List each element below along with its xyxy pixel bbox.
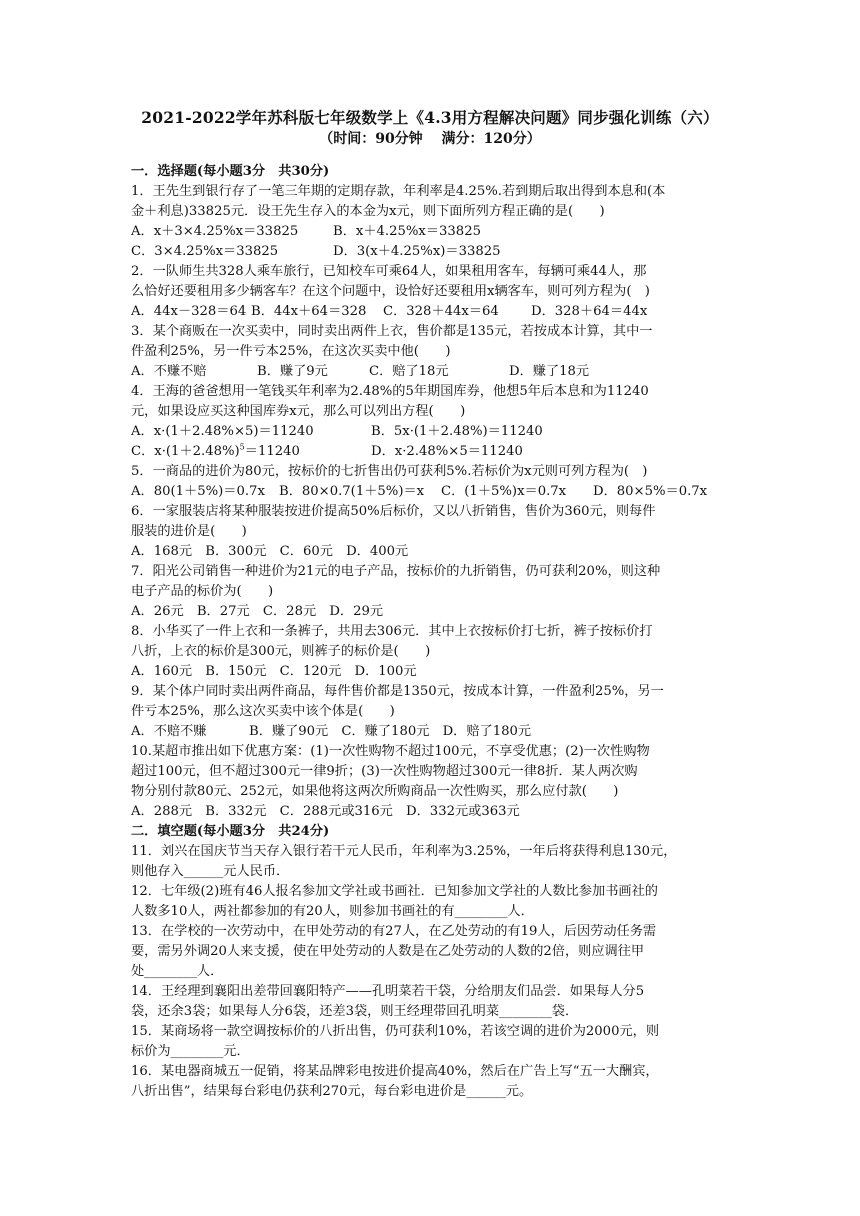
question-3-option-c: C．赔了18元: [369, 364, 449, 379]
question-10-line-1: 10.某超市推出如下优惠方案：(1)一次性购物不超过100元，不享受优惠；(2)一次性购物: [131, 744, 650, 759]
question-2-line-1: 2．一队师生共328人乘车旅行，已知校车可乘64人，如果租用客车，每辆可乘44人，那: [131, 264, 647, 279]
page-title: 2021-2022学年苏科版七年级数学上《4.3用方程解决问题》同步强化训练（六）: [141, 108, 719, 127]
question-9-line-2: 件亏本25%，那么这次买卖中该个体是( ): [131, 704, 395, 719]
section-heading-fill: 二．填空题(每小题3分 共24分): [131, 824, 330, 839]
question-3-option-d: D．赚了18元: [509, 364, 590, 379]
question-14-line-1: 14．王经理到襄阳出差带回襄阳特产——孔明菜若干袋，分给朋友们品尝．如果每人分5: [131, 984, 645, 999]
question-4-option-d: D．x·2.48%×5＝11240: [371, 444, 523, 459]
question-16-line-2: 八折出售”，结果每台彩电仍获利270元，每台彩电进价是______元。: [131, 1084, 533, 1099]
question-4-option-a: A．x·(1＋2.48%×5)＝11240: [131, 424, 314, 439]
question-4-option-b: B．5x·(1＋2.48%)＝11240: [371, 424, 543, 439]
question-4-option-c-tail: ＝11240: [244, 444, 300, 459]
question-4-line-2: 元，如果设应买这种国库券x元，那么可以列出方程( ): [131, 404, 466, 419]
question-10-line-2: 超过100元，但不超过300元一律9折；(3)一次性购物超过300元一律8折．某人两次购: [131, 764, 638, 779]
question-4-option-c-exponent: 5: [239, 442, 245, 452]
question-15-line-1: 15．某商场将一款空调按标价的八折出售，仍可获利10%，若该空调的进价为2000元，则: [131, 1024, 660, 1039]
question-1-option-d: D．3(x＋4.25%x)＝33825: [333, 244, 501, 259]
question-5-line-1: 5．一商品的进价为80元，按标价的七折售出仍可获利5%.若标价为x元则可列方程为( ): [131, 464, 648, 479]
question-5-option-a: A．80(1＋5%)＝0.7x: [131, 484, 265, 499]
question-4-line-1: 4．王海的爸爸想用一笔钱买年利率为2.48%的5年期国库券，他想5年后本息和为11240: [131, 384, 649, 399]
question-8-options: A．160元 B．150元 C．120元 D．100元: [131, 664, 417, 679]
page-subtitle: （时间：90分钟 满分：120分）: [319, 131, 541, 147]
question-5-option-c: C．(1＋5%)x＝0.7x: [441, 484, 567, 499]
question-9-option-a: A．不赔不赚: [131, 724, 207, 739]
section-heading-choice: 一．选择题(每小题3分 共30分): [131, 164, 330, 179]
question-7-line-1: 7．阳光公司销售一种进价为21元的电子产品，按标价的九折销售，仍可获利20%，则这种: [131, 564, 661, 579]
question-3-line-1: 3．某个商贩在一次买卖中，同时卖出两件上衣，售价都是135元，若按成本计算，其中一: [131, 324, 653, 339]
question-5-option-b: B．80×0.7(1＋5%)＝x: [279, 484, 425, 499]
question-9-options-rest: B．赚了90元 C．赚了180元 D．赔了180元: [249, 724, 532, 739]
question-1-option-c: C．3×4.25%x＝33825: [131, 244, 279, 259]
question-6-line-1: 6．一家服装店将某种服装按进价提高50%后标价，又以八折销售，售价为360元，则每件: [131, 504, 656, 519]
question-13-line-1: 13．在学校的一次劳动中，在甲处劳动的有27人，在乙处劳动的有19人，后因劳动任务需: [131, 924, 657, 939]
question-8-line-2: 八折，上衣的标价是300元，则裤子的标价是( ): [131, 644, 431, 659]
question-3-option-a: A．不赚不赔: [131, 364, 207, 379]
question-2-option-a: A．44x－328＝64: [131, 304, 247, 319]
question-7-options: A．26元 B．27元 C．28元 D．29元: [131, 604, 384, 619]
question-15-line-2: 标价为________元．: [131, 1044, 250, 1059]
question-2-line-2: 么恰好还要租用多少辆客车？在这个问题中，设恰好还要租用x辆客车，则可列方程为( ): [131, 284, 650, 299]
question-4-option-c-base: C．x·(1＋2.48%): [131, 444, 240, 459]
question-2-option-c: C．328＋44x＝64: [383, 304, 499, 319]
question-12-line-2: 人数多10人，两社都参加的有20人，则参加书画社的有________人．: [131, 904, 534, 919]
question-9-line-1: 9．某个体户同时卖出两件商品，每件售价都是1350元，按成本计算，一件盈利25%，另一: [131, 684, 664, 699]
question-1-option-a: A．x＋3×4.25%x＝33825: [131, 224, 299, 239]
question-10-line-3: 物分别付款80元、252元，如果他将这两次所购商品一次性购买，那么应付款( ): [131, 784, 619, 799]
question-3-option-b: B．赚了9元: [257, 364, 328, 379]
question-3-line-2: 件盈利25%，另一件亏本25%，在这次买卖中他( ): [131, 344, 451, 359]
question-8-line-1: 8．小华买了一件上衣和一条裤子，共用去306元．其中上衣按标价打七折，裤子按标价打: [131, 624, 653, 639]
question-5-option-d: D．80×5%＝0.7x: [593, 484, 708, 499]
question-1-option-b: B．x＋4.25%x＝33825: [333, 224, 481, 239]
question-11-line-2: 则他存入______元人民币．: [131, 864, 290, 879]
question-12-line-1: 12．七年级(2)班有46人报名参加文学社或书画社．已知参加文学社的人数比参加书画社的: [131, 884, 658, 899]
question-13-line-3: 处________人．: [131, 964, 224, 979]
question-2-option-d: D．328＋64＝44x: [531, 304, 648, 319]
question-10-options: A．288元 B．332元 C．288元或316元 D．332元或363元: [131, 804, 520, 819]
question-13-line-2: 要，需另外调20人来支援，使在甲处劳动的人数是在乙处劳动的人数的2倍，则应调往甲: [131, 944, 645, 959]
question-16-line-1: 16．某电器商城五一促销，将某品牌彩电按进价提高40%，然后在广告上写“五一大酬宾，: [131, 1064, 659, 1079]
question-4-option-c: [131, 442, 300, 462]
question-14-line-2: 袋，还余3袋；如果每人分6袋，还差3袋，则王经理带回孔明菜________袋．: [131, 1004, 579, 1019]
question-6-line-2: 服装的进价是( ): [131, 524, 247, 539]
question-7-line-2: 电子产品的标价为( ): [131, 584, 274, 599]
question-11-line-1: 11．刘兴在国庆节当天存入银行若干元人民币，年利率为3.25%，一年后将获得利息130元，: [131, 844, 677, 859]
question-6-options: A．168元 B．300元 C．60元 D．400元: [131, 544, 409, 559]
question-1-line-1: 1．王先生到银行存了一笔三年期的定期存款，年利率是4.25%.若到期后取出得到本息和(本: [131, 184, 666, 199]
question-2-option-b: B．44x＋64＝328: [251, 304, 367, 319]
question-1-line-2: 金＋利息)33825元．设王先生存入的本金为x元，则下面所列方程正确的是( ): [131, 204, 605, 219]
